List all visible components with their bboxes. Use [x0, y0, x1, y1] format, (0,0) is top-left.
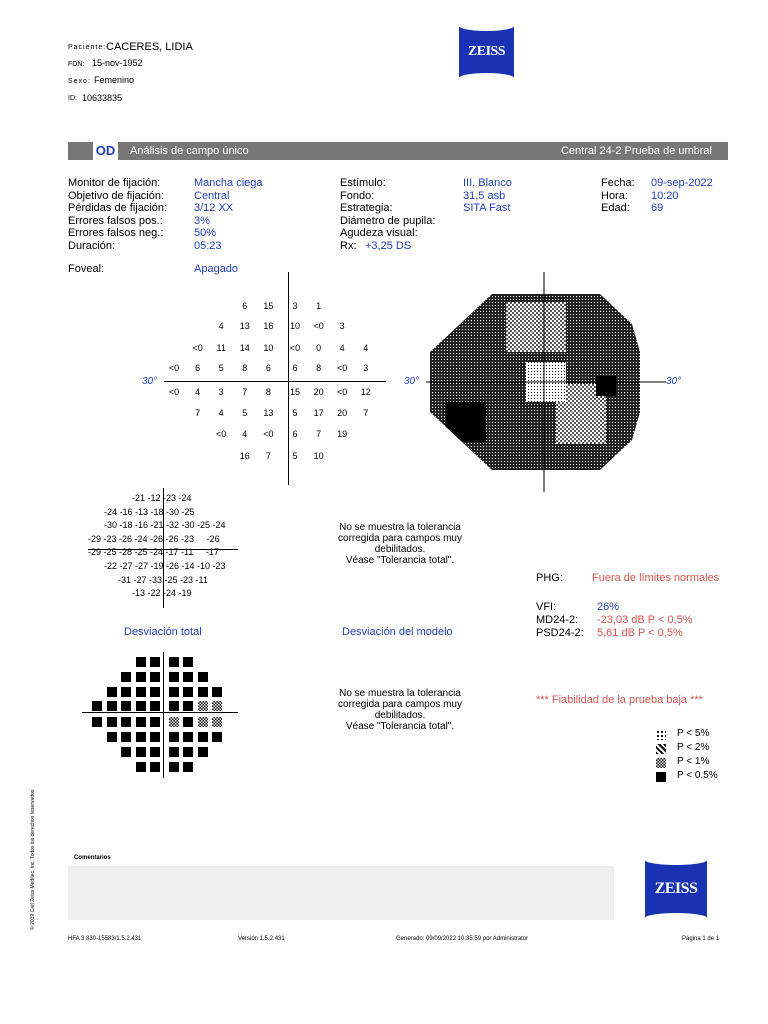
test-name: Central 24-2 Prueba de umbral	[560, 145, 712, 157]
info-label: Foveal:	[68, 263, 105, 275]
legend-p1: P < 1%	[677, 756, 710, 767]
md-value: -23,03 dB P < 0,5%	[597, 614, 693, 626]
threshold-value: 6	[195, 363, 201, 373]
threshold-value: <0	[216, 429, 227, 439]
reliability-warning: *** Fiabilidad de la prueba baja ***	[536, 694, 703, 706]
comments-box	[68, 866, 614, 920]
info-value: 10:20	[651, 189, 679, 202]
threshold-value: 6	[292, 429, 298, 439]
threshold-value: 3	[363, 363, 369, 373]
md-label: MD24-2:	[536, 614, 579, 626]
prob-vertical-axis	[163, 652, 164, 778]
info-label: Duración:	[68, 240, 116, 252]
probability-symbol	[136, 687, 146, 697]
p5-symbol-icon	[656, 730, 666, 740]
info-value: Apagado	[194, 263, 239, 275]
info-label: Objetivo de fijación:	[68, 189, 164, 202]
threshold-value: 1	[316, 301, 322, 311]
threshold-value: <0	[337, 387, 348, 397]
total-deviation-row: -22 -27 -27 -19 -26 -14 -10 -23	[104, 561, 226, 571]
footer-generated: Generado: 09/09/2022 10:35:59 por Administrator	[396, 936, 529, 942]
total-deviation-row: -29 -25 -28 -25 -24 -17 -11 -17	[88, 547, 219, 558]
threshold-value: 10	[313, 451, 324, 461]
threshold-value: 8	[316, 363, 322, 373]
axis-label-right: 30°	[666, 376, 682, 387]
threshold-value: 11	[216, 343, 226, 353]
threshold-value: 14	[239, 343, 250, 353]
total-deviation-row: -13 -22 -24 -19	[132, 588, 192, 599]
probability-symbol	[183, 732, 193, 742]
vfi-value: 26%	[597, 601, 620, 613]
comments-label: Comentarios	[74, 855, 111, 861]
threshold-value: <0	[168, 363, 180, 373]
threshold-value: 7	[316, 429, 322, 439]
patient-name-label: Paciente:	[68, 44, 107, 51]
info-value: Central	[194, 189, 230, 202]
probability-symbol	[183, 701, 193, 711]
probability-symbol	[150, 717, 160, 727]
probability-symbol	[121, 672, 131, 682]
copyright-note: © 2019 Carl Zeiss Meditec, Inc. Todos los derechos reservados	[30, 789, 36, 930]
probability-symbol	[107, 701, 117, 711]
threshold-value: 3	[339, 321, 345, 331]
threshold-value: 3	[292, 301, 298, 311]
probability-symbol	[136, 732, 146, 742]
info-label: Hora:	[601, 189, 628, 202]
probability-symbol	[169, 762, 179, 772]
zeiss-logo: ZEISS	[459, 26, 514, 78]
phg-value: Fuera de límites normales	[592, 572, 720, 584]
probability-symbol	[107, 732, 117, 742]
probability-symbol	[136, 747, 146, 757]
p1-symbol-icon	[656, 758, 666, 768]
threshold-value: 4	[195, 387, 201, 397]
probability-symbol	[212, 732, 222, 742]
probability-symbol	[169, 687, 179, 697]
threshold-value: 6	[242, 301, 248, 311]
info-value: 31,5 asb	[463, 189, 506, 202]
probability-symbol	[198, 717, 208, 727]
info-label: Fecha:	[601, 177, 635, 189]
info-label: Rx:	[340, 240, 357, 252]
info-value: Mancha ciega	[194, 177, 263, 189]
probability-symbol	[198, 732, 208, 742]
info-value: 3/12 XX	[194, 202, 234, 215]
pattern-deviation-note-bottom: No se muestra la tolerancia corregida para campos muy debilitados. Véase "Tolerancia total".	[338, 688, 462, 732]
probability-symbol	[121, 701, 131, 711]
threshold-value: 8	[265, 387, 271, 397]
threshold-value: 15	[263, 301, 274, 311]
footer-version: Versión 1.5.2.431	[238, 936, 285, 942]
psd-label: PSD24-2:	[536, 627, 584, 639]
probability-symbol	[150, 701, 160, 711]
psd-value: 5,61 dB P < 0,5%	[597, 627, 683, 639]
threshold-value: 6	[292, 363, 298, 373]
probability-symbol	[183, 747, 193, 757]
probability-symbol	[136, 657, 146, 667]
probability-symbol	[183, 672, 193, 682]
p05-symbol-icon	[656, 772, 666, 782]
probability-symbol	[198, 687, 208, 697]
probability-symbol	[136, 701, 146, 711]
probability-symbol	[92, 717, 102, 727]
threshold-value: <0	[337, 363, 348, 373]
probability-symbol	[169, 747, 179, 757]
probability-symbol	[183, 717, 193, 727]
info-label: Monitor de fijación:	[68, 177, 161, 189]
total-deviation-row: -29 -23 -26 -24 -26 -26 -23 -26	[88, 533, 220, 544]
probability-symbol	[212, 717, 222, 727]
horizontal-axis	[164, 381, 386, 382]
pattern-deviation-note-top: No se muestra la tolerancia corregida para campos muy debilitados. Véase "Tolerancia total".	[338, 522, 462, 566]
probability-symbol	[198, 672, 208, 682]
probability-symbol	[92, 701, 102, 711]
threshold-value: 7	[195, 408, 201, 418]
probability-symbol	[150, 747, 160, 757]
threshold-value: <0	[263, 429, 274, 439]
footer-page: Página 1 de 1	[682, 936, 720, 942]
id-label: ID:	[68, 95, 77, 102]
probability-symbol	[150, 672, 160, 682]
probability-symbol	[198, 701, 208, 711]
info-value: 50%	[194, 227, 217, 240]
legend-p05: P < 0.5%	[677, 770, 718, 781]
threshold-value: 10	[263, 343, 274, 353]
probability-symbol	[150, 732, 160, 742]
threshold-value: 20	[313, 387, 324, 397]
info-value: 3%	[194, 214, 210, 227]
legend-p2: P < 2%	[677, 742, 710, 753]
patient-id: 10633835	[82, 93, 123, 103]
info-label: Estímulo:	[340, 177, 386, 189]
sex: Femenino	[94, 75, 135, 85]
info-label: Fondo:	[340, 189, 375, 202]
report-title: Análisis de campo único	[130, 145, 249, 157]
probability-symbol	[136, 672, 146, 682]
prob-horizontal-axis	[82, 712, 238, 713]
threshold-value: <0	[168, 387, 180, 397]
eye-label: OD	[93, 142, 118, 160]
probability-symbol	[121, 732, 131, 742]
probability-symbol	[198, 747, 208, 757]
threshold-value: 8	[242, 363, 248, 373]
threshold-value: 4	[218, 321, 224, 331]
threshold-value: <0	[289, 343, 301, 353]
axis-label-left: 30°	[142, 376, 158, 387]
info-value: SITA Fast	[463, 202, 511, 215]
threshold-value: 5	[218, 363, 224, 373]
probability-symbol	[169, 672, 179, 682]
grayscale-plot	[426, 272, 666, 492]
threshold-value: 7	[363, 408, 369, 418]
total-deviation-row: -21 -12 -23 -24	[132, 493, 192, 503]
info-label: Edad:	[601, 202, 630, 215]
info-label: Estrategia:	[340, 202, 393, 215]
threshold-value: 15	[289, 387, 300, 397]
threshold-value: 3	[218, 387, 224, 397]
probability-symbol	[121, 747, 131, 757]
p2-symbol-icon	[656, 744, 666, 754]
threshold-value: 19	[337, 429, 348, 439]
probability-symbol	[183, 687, 193, 697]
phg-label: PHG:	[536, 572, 563, 584]
info-label: Diámetro de pupila:	[340, 214, 436, 227]
axis-label-mid: 30°	[404, 376, 420, 387]
threshold-value: <0	[313, 321, 324, 331]
threshold-value: 7	[265, 451, 271, 461]
legend-p5: P < 5%	[677, 728, 710, 739]
info-label: Agudeza visual:	[340, 227, 418, 240]
total-deviation-label: Desviación total	[124, 626, 202, 638]
vfi-label: VFI:	[536, 601, 557, 613]
info-value: 69	[651, 202, 664, 215]
threshold-value: <0	[192, 343, 203, 353]
threshold-value: 0	[316, 343, 322, 353]
threshold-value: 5	[242, 408, 248, 418]
info-label: Errores falsos pos.:	[68, 214, 163, 227]
probability-symbol	[136, 717, 146, 727]
threshold-value: 10	[289, 321, 300, 331]
threshold-value: 7	[242, 387, 248, 397]
total-deviation-row: -30 -18 -16 -21 -32 -30 -25 -24	[104, 520, 226, 531]
threshold-value: 12	[360, 387, 371, 397]
probability-symbol	[150, 762, 160, 772]
info-value: III, Blanco	[463, 177, 512, 189]
threshold-value: 4	[218, 408, 224, 418]
zeiss-logo-footer: ZEISS	[645, 860, 707, 918]
patient-name: CACERES, LIDIA	[106, 41, 193, 53]
sex-label: Sexo:	[68, 78, 91, 85]
footer-model: HFA 3 830-15583/1.5.2.431	[68, 936, 142, 942]
threshold-value: 4	[363, 343, 369, 353]
threshold-value: 13	[239, 321, 250, 331]
probability-symbol	[121, 687, 131, 697]
threshold-value: 17	[313, 408, 324, 418]
probability-symbol	[107, 717, 117, 727]
probability-symbol	[169, 717, 179, 727]
info-value: 09-sep-2022	[651, 177, 713, 189]
dob-label: FDN:	[68, 61, 85, 68]
info-value: 05:23	[194, 240, 222, 252]
threshold-value: 4	[242, 429, 248, 439]
info-label: Pérdidas de fijación:	[68, 202, 168, 215]
probability-symbol	[136, 762, 146, 772]
probability-symbol	[183, 762, 193, 772]
probability-symbol	[121, 717, 131, 727]
probability-symbol	[169, 732, 179, 742]
threshold-value: 5	[292, 408, 298, 418]
total-deviation-row: -31 -27 -33 -25 -23 -11	[118, 574, 208, 585]
threshold-value: 5	[292, 451, 298, 461]
threshold-value: 6	[265, 363, 271, 373]
total-deviation-row: -24 -16 -13 -18 -30 -25	[104, 506, 195, 517]
threshold-value: 13	[263, 408, 274, 418]
probability-symbol	[107, 687, 117, 697]
probability-symbol	[169, 657, 179, 667]
probability-symbol	[169, 701, 179, 711]
pattern-deviation-label: Desviación del modelo	[342, 626, 453, 638]
probability-symbol	[150, 687, 160, 697]
probability-symbol	[183, 657, 193, 667]
dob: 15-nov-1952	[92, 58, 143, 68]
probability-symbol	[150, 657, 160, 667]
threshold-value: 20	[337, 408, 348, 418]
threshold-value: 4	[339, 343, 345, 353]
info-value: +3,25 DS	[365, 240, 412, 252]
probability-symbol	[212, 701, 222, 711]
report-header-bar	[68, 142, 728, 160]
threshold-value: 16	[263, 321, 274, 331]
probability-symbol	[212, 687, 222, 697]
info-label: Errores falsos neg.:	[68, 227, 164, 240]
threshold-value: 16	[239, 451, 250, 461]
